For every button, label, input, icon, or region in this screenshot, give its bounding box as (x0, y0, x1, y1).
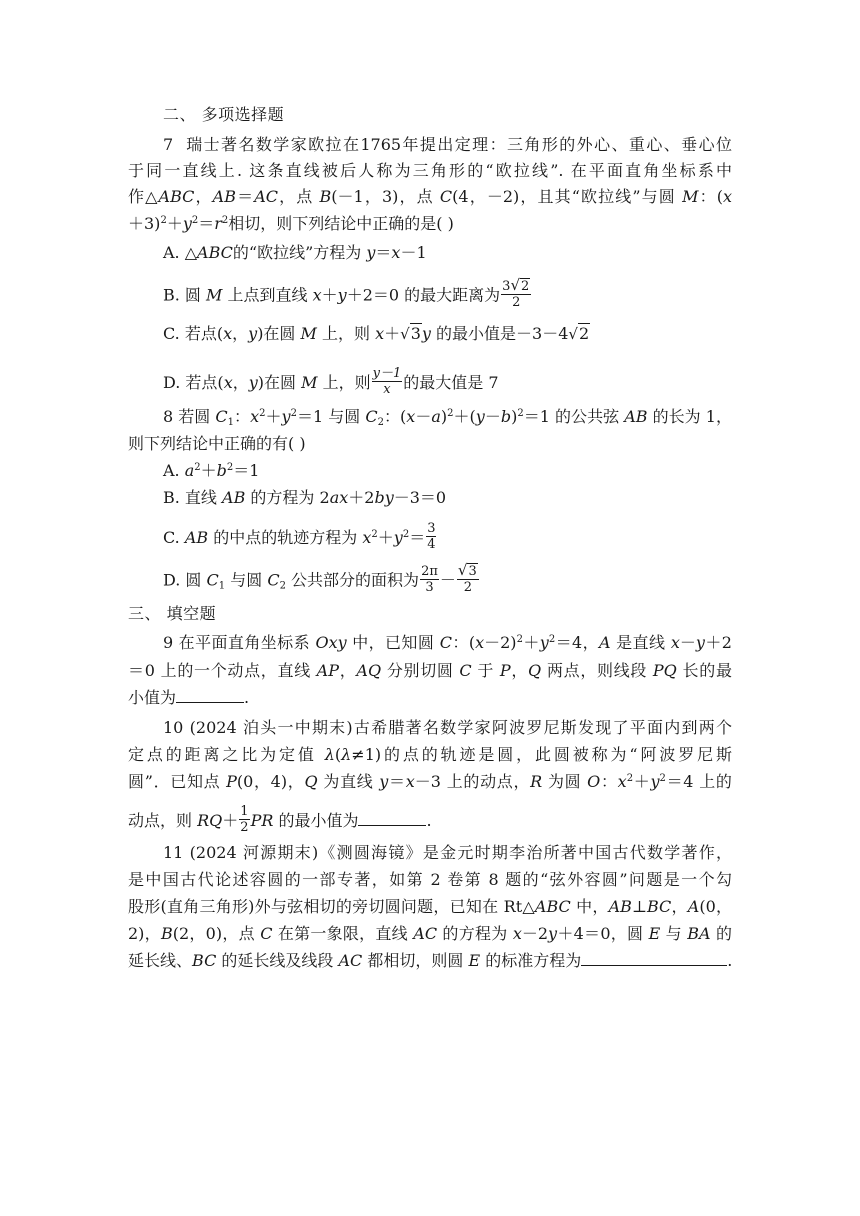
q11-line-2: 是中国古代论述容圆的一部专著，如第 2 卷第 8 题的“弦外容圆”问题是一个勾 (128, 870, 732, 889)
q8-option-d: D. 圆 $C_1$ 与圆 $C_2$ 公共部分的面积为 $\frac{2\pi}{3}$ － $\frac{√3}{2}$ (163, 561, 477, 595)
q8-line-2: 则下列结论中正确的有( ) (128, 434, 306, 453)
answer-blank[interactable] (581, 950, 727, 966)
q11-line-1: 11 (2024 河源期末)《测圆海镜》是金元时期李治所著中国古代数学著作， (163, 843, 732, 862)
fraction: $\frac{3}{4}$ (427, 521, 436, 552)
q10-line-3: 圆”．已知点 P(0，4)，Q 为直线 y＝x－3 上的动点，R 为圆 O：$x^2+y^2=4$ 上的 (128, 772, 732, 791)
fraction: $\frac{√3}{2}$ (457, 561, 477, 595)
q11-line-4: 2)，B(2，0)，点 C 在第一象限，直线 AC 的方程为 x－2y＋4＝0，圆 E 与 BA 的 (128, 924, 732, 943)
q7-option-a: A. △ABC的“欧拉线”方程为 y＝x－1 (163, 243, 427, 262)
q11-line-3: 股形(直角三角形)外与弦相切的旁切圆问题，已知在 Rt△ABC 中，AB⊥BC，A(0， (128, 897, 732, 916)
q9-line-2: ＝0 上的一个动点，直线 AP，AQ 分别切圆 C 于 P，Q 两点，则线段 PQ 长的最 (128, 661, 732, 680)
fraction: $\frac{3√2}{2}$ (502, 276, 530, 310)
q10-line-4: 动点，则 RQ＋ $\frac{1}{2}$ PR 的最小值为 . (128, 804, 432, 835)
q9-line-3: 小值为 . (128, 688, 250, 707)
q7-option-c: C. 若点(x，y)在圆 M 上，则 x＋√3y 的最小值是－3－4√2 (163, 324, 590, 343)
q7-option-b: B. 圆 M 上点到直线 x＋y＋2＝0 的最大距离为 $\frac{3√2}{2}$ (163, 276, 530, 310)
fraction: $\frac{y-1}{x}$ (372, 366, 402, 397)
q9-line-1: 9 在平面直角坐标系 Oxy 中，已知圆 C：$(x-2)^2+y^2=4$，A 是直线 x－y＋2 (163, 633, 732, 652)
q8-option-b: B. 直线 AB 的方程为 2ax＋2by－3＝0 (163, 488, 447, 507)
answer-blank[interactable] (358, 810, 426, 826)
q7-line-4: $+3)^2+y^2=r^2$相切，则下列结论中正确的是( ) (128, 214, 454, 233)
q7-line-2: 于同一直线上. 这条直线被后人称为三角形的“欧拉线”. 在平面直角坐标系中 (128, 161, 732, 180)
q8-line-1: 8 若圆 $C_1$：$x^2+y^2=1$ 与圆 $C_2$：$(x-a)^2+(y-b)^2=1$ 的公共弦 AB 的长为 1， (163, 407, 732, 428)
fraction: $\frac{1}{2}$ (240, 804, 249, 835)
q10-line-1: 10 (2024 泊头一中期末)古希腊著名数学家阿波罗尼斯发现了平面内到两个 (163, 718, 732, 737)
answer-blank[interactable] (176, 687, 244, 703)
q7-line-1: 7 瑞士著名数学家欧拉在1765年提出定理：三角形的外心、重心、垂心位 (163, 135, 732, 154)
q7-line-3: 作△ABC，AB＝AC，点 B(－1，3)，点 C(4，－2)，且其“欧拉线”与圆 M：(x (128, 187, 732, 206)
fraction: $\frac{2\pi}{3}$ (421, 563, 438, 595)
q8-option-c: C. AB 的中点的轨迹方程为 $x^2+y^2=$ $\frac{3}{4}$ (163, 521, 436, 552)
q10-line-2: 定点的距离之比为定值 λ(λ≠1)的点的轨迹是圆，此圆被称为“阿波罗尼斯 (128, 745, 732, 764)
q8-option-a: A. $a^2+b^2=1$ (163, 461, 260, 480)
section-heading-multiple-choice: 二、 多项选择题 (163, 105, 285, 124)
q7-option-d: D. 若点(x，y)在圆 M 上，则 $\frac{y-1}{x}$ 的最大值是 7 (163, 366, 499, 397)
section-heading-fill-in: 三、 填空题 (128, 604, 217, 623)
q11-line-5: 延长线、BC 的延长线及线段 AC 都相切，则圆 E 的标准方程为 . (128, 951, 733, 970)
